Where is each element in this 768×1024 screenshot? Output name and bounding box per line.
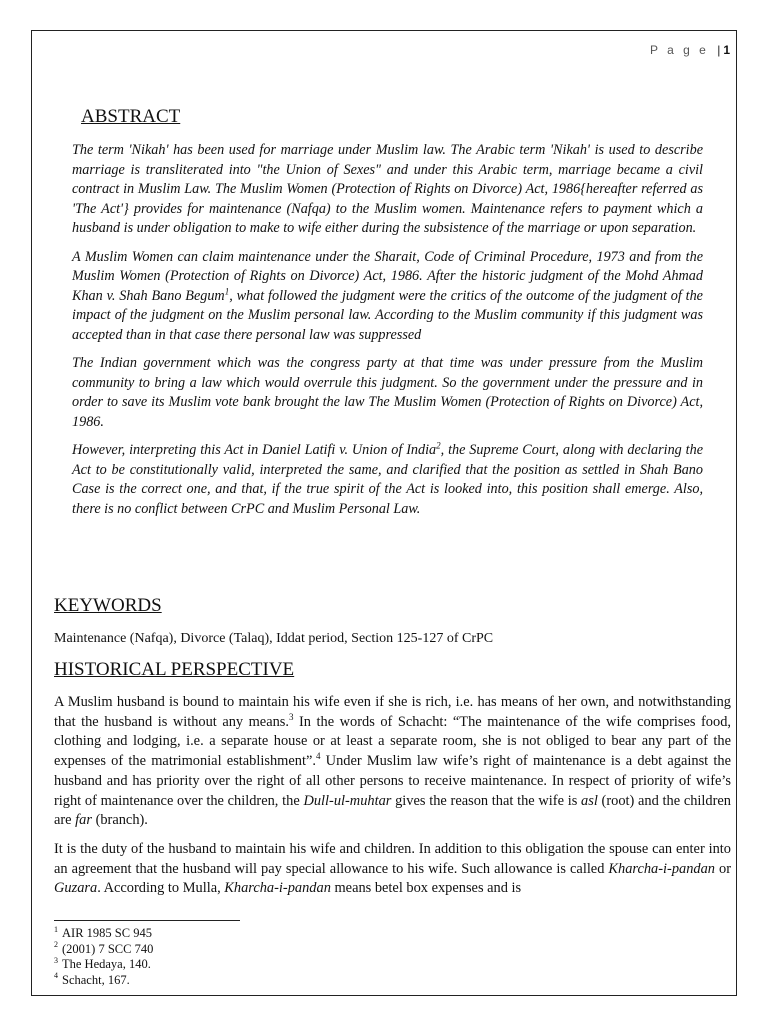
footnote-separator bbox=[54, 920, 240, 921]
keywords-text: Maintenance (Nafqa), Divorce (Talaq), Iddat period, Section 125-127 of CrPC bbox=[54, 631, 494, 646]
page-separator: | bbox=[717, 43, 721, 57]
historical-perspective-heading: HISTORICAL PERSPECTIVE bbox=[54, 659, 295, 680]
page-number bbox=[650, 43, 730, 57]
footnote-3: $^3$ The Hedaya, 140. bbox=[54, 955, 151, 971]
footnote-1: $^1$ AIR 1985 SC 945 bbox=[54, 924, 152, 940]
abstract-paragraph-1: The term 'Nikah' has been used for marriage under Muslim law. The Arabic term 'Nikah' is used to describe marriage is transliterated into "the Union of Sexes" and under this Arabic term, marriage became a civil contract in Muslim Law. The Muslim Women (Protection of Rights on Divorce) Act, 1986{hereafter referred as 'The Act'} provides for maintenance (Nafqa) to the Muslim women. Maintenance refers to payment which a husband is under obligation to make to wife either during the subsistence of the marriage or upon separation. bbox=[72, 142, 703, 236]
footnote-ref-3: 3 bbox=[288, 711, 294, 722]
abstract-heading: ABSTRACT bbox=[81, 106, 181, 127]
footnote-4: $^4$ Schacht, 167. bbox=[54, 971, 130, 987]
abstract-section bbox=[72, 141, 703, 528]
keywords-heading: KEYWORDS bbox=[54, 595, 162, 616]
footnote-ref-1: 1 bbox=[224, 285, 230, 296]
history-paragraph-1: A Muslim husband is bound to maintain his wife even if she is rich, i.e. has means of her own, and notwithstanding that the husband is without any means.$^3$ In the words of Schacht: “The maintenance of the wife comprises food, clothing and lodging, i.e. a separate house or at least a separate room, she is not obliged to bear any part of the expenses of the matrimonial establishment”.$^4$ Under Muslim law wife’s right of maintenance is a debt against the husband and has priority over the right of all other persons to receive maintenance. In respect of priority of wife’s right of maintenance over the children, the Dull-ul-muhtar gives the reason that the wife is asl (root) and the children are far (branch). bbox=[54, 694, 731, 829]
historical-perspective-body bbox=[54, 693, 731, 908]
footnotes bbox=[54, 926, 153, 988]
abstract-paragraph-2: A Muslim Women can claim maintenance under the Sharait, Code of Criminal Procedure, 1973 and from the Muslim Women (Protection of Rights on Divorce) Act, 1986. After the historic judgment of the Mohd Ahmad Khan v. Shah Bano Begum$^1$, what followed the judgment were the critics of the outcome of the judgment of the impact of the judgment on the Muslim personal law. According to the Muslim community if this judgment was accepted than in that case there personal law was suppressed bbox=[72, 248, 703, 343]
footnote-2: $^2$ (2001) 7 SCC 740 bbox=[54, 940, 154, 956]
page-label: P a g e bbox=[650, 43, 709, 57]
history-paragraph-2: It is the duty of the husband to maintain his wife and children. In addition to this obligation the spouse can enter into an agreement that the husband will pay special allowance to his wife. Such allowance is called Kharcha-i-pandan or Guzara. According to Mulla, Kharcha-i-pandan means betel box expenses and is bbox=[54, 840, 731, 897]
page-number-value: 1 bbox=[723, 43, 730, 57]
footnote-ref-2: 2 bbox=[436, 440, 441, 451]
abstract-paragraph-3: The Indian government which was the congress party at that time was under pressure from the Muslim community to bring a law which would overrule this judgment. So the government under the pressure and in order to save its Muslim vote bank brought the law The Muslim Women (Protection of Rights on Divorce) Act, 1986. bbox=[72, 355, 703, 430]
abstract-paragraph-4: However, interpreting this Act in Daniel Latifi v. Union of India$^2$, the Supreme Court, along with declaring the Act to be constitutionally valid, interpreted the same, and clarified that the position as settled in Shah Bano Case is the correct one, and that, if the true spirit of the Act is looked into, this position shall emerge. Also, there is no conflict between CrPC and Muslim Personal Law. bbox=[72, 440, 703, 517]
footnote-ref-4: 4 bbox=[315, 751, 321, 762]
